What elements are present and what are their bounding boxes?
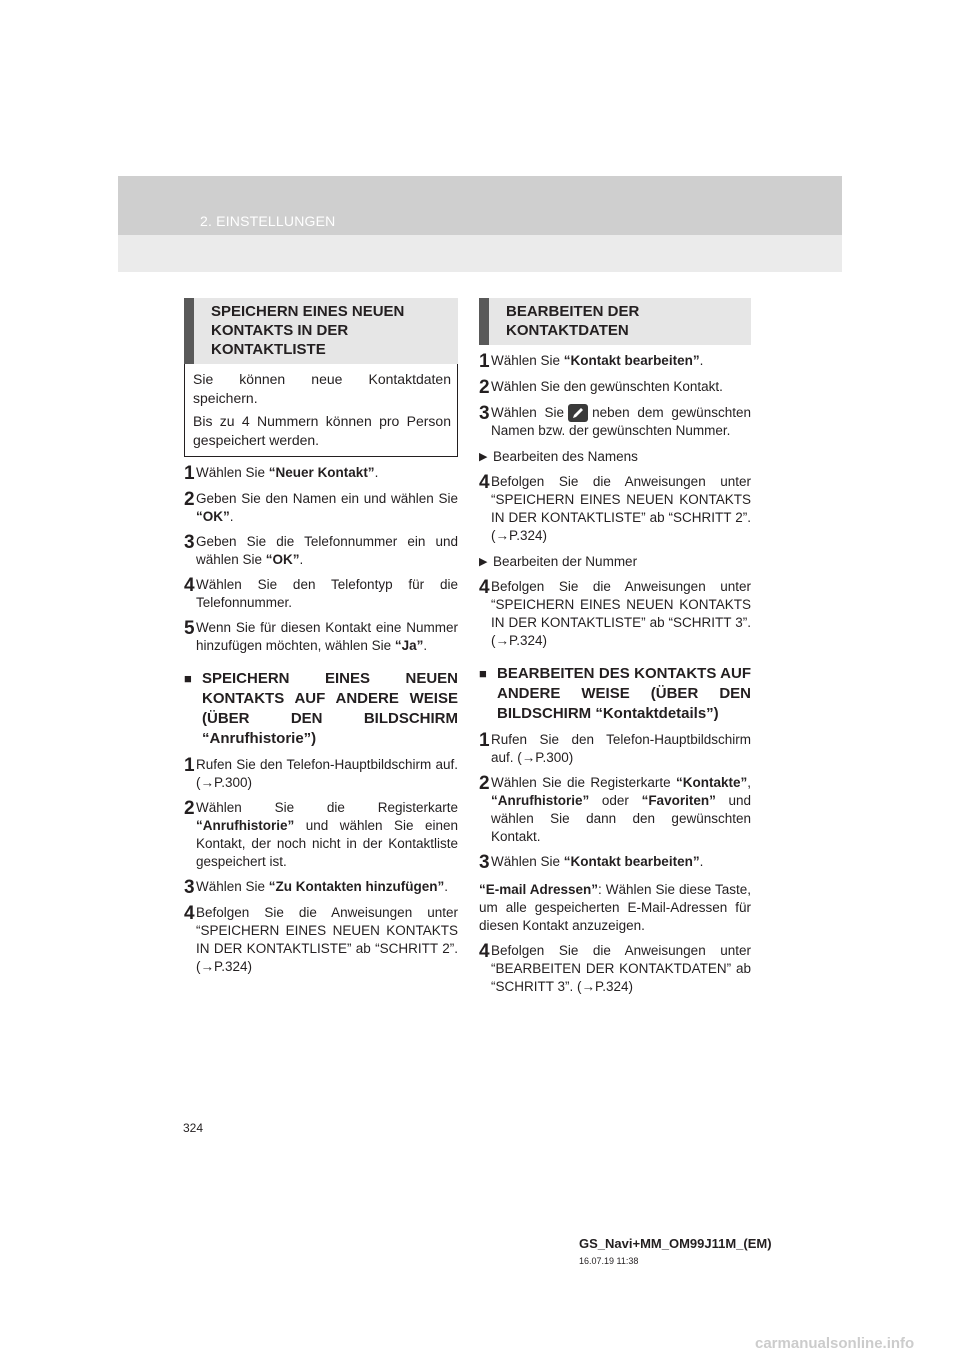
step-number: 3: [184, 532, 195, 553]
step: 4 Befolgen Sie die Anweisungen unter “SPEICHERN EINES NEUEN KONTAKTS IN DER KONTAKTLISTE” ab “SCHRITT 2”. (→P.324): [479, 472, 751, 544]
step: 1 Wählen Sie “Kontakt bearbeiten”.: [479, 351, 704, 372]
step-number: 2: [184, 489, 195, 510]
step: 1 Rufen Sie den Telefon-Hauptbildschirm auf. (→P.300): [479, 730, 751, 766]
document-code: GS_Navi+MM_OM99J11M_(EM): [579, 1236, 772, 1251]
page-number: 324: [183, 1121, 204, 1135]
intro-text: Sie können neue Kontaktdaten speichern.: [193, 371, 451, 406]
step-number: 4: [184, 575, 195, 596]
step: 4 Befolgen Sie die Anweisungen unter “SPEICHERN EINES NEUEN KONTAKTS IN DER KONTAKTLISTE” ab “SCHRITT 3”. (→P.324): [479, 577, 751, 649]
section-heading: BEARBEITEN DER KONTAKTDATEN: [479, 298, 751, 345]
step-number: 3: [479, 852, 490, 874]
print-date: 16.07.19 11:38: [579, 1256, 639, 1266]
step: 3 Wählen Sie “Zu Kontakten hinzufügen”.: [184, 877, 449, 898]
watermark: carmanualsonline.info: [755, 1335, 915, 1352]
step-number: 1: [479, 351, 490, 372]
step: 1 Rufen Sie den Telefon-Hauptbildschirm auf. (→P.300): [184, 755, 458, 790]
block-heading: ■ BEARBEITEN DES KONTAKTS AUF ANDERE WEISE (ÜBER DEN BILDSCHIRM “Kontaktdetails”): [479, 665, 751, 723]
step-number: 4: [479, 941, 490, 963]
square-bullet-icon: ■: [184, 671, 192, 686]
block-heading: ■ SPEICHERN EINES NEUEN KONTAKTS AUF ANDERE WEISE (ÜBER DEN BILDSCHIRM “Anrufhistorie”): [184, 670, 458, 747]
step: 2 Wählen Sie die Registerkarte “Kontakte”, “Anrufhistorie” oder “Favoriten” und wählen Sie dann den gewünschten Kontakt.: [479, 773, 751, 845]
square-bullet-icon: ■: [479, 666, 487, 682]
right-column: [479, 298, 751, 996]
step-number: 1: [184, 463, 195, 484]
pencil-icon: [568, 404, 588, 422]
step: 4 Befolgen Sie die Anweisungen unter “BEARBEITEN DER KONTAKTDATEN” ab “SCHRITT 3”. (→P.324): [479, 941, 751, 995]
triangle-bullet-icon: ▶: [479, 451, 488, 464]
step: 3 Geben Sie die Telefonnummer ein und wählen Sie “OK”.: [184, 532, 458, 567]
sub-heading: ▶ Bearbeiten der Nummer: [479, 554, 638, 570]
step: 4 Befolgen Sie die Anweisungen unter “SPEICHERN EINES NEUEN KONTAKTS IN DER KONTAKTLISTE” ab “SCHRITT 2”. (→P.324): [184, 903, 458, 974]
step-number: 5: [184, 618, 195, 639]
step: 3 Wählen Sie neben dem gewünschten Namen bzw. der gewünschten Nummer.: [479, 403, 751, 439]
sub-heading: ▶ Bearbeiten des Namens: [479, 449, 638, 465]
step: 3 Wählen Sie “Kontakt bearbeiten”.: [479, 852, 704, 874]
section-heading: SPEICHERN EINES NEUEN KONTAKTS IN DER KONTAKTLISTE: [184, 298, 458, 364]
intro-box: [184, 364, 458, 457]
step-number: 3: [184, 877, 195, 898]
step: 5 Wenn Sie für diesen Kontakt eine Nummer hinzufügen möchten, wählen Sie “Ja”.: [184, 618, 458, 653]
step: 2 Wählen Sie die Registerkarte “Anrufhistorie” und wählen Sie einen Kontakt, der noch nicht in der Kontaktliste gespeichert ist.: [184, 798, 458, 869]
step: 2 Wählen Sie den gewünschten Kontakt.: [479, 377, 723, 398]
step-number: 4: [184, 903, 195, 924]
triangle-bullet-icon: ▶: [479, 556, 488, 569]
step: 1 Wählen Sie “Neuer Kontakt”.: [184, 463, 379, 484]
step: 4 Wählen Sie den Telefontyp für die Telefonnummer.: [184, 575, 458, 610]
step-number: 4: [479, 472, 490, 494]
step-number: 2: [479, 377, 490, 398]
step-number: 1: [479, 730, 490, 752]
step-number: 2: [479, 773, 490, 795]
intro-text: Bis zu 4 Nummern können pro Person gespeichert werden.: [193, 413, 451, 448]
step-number: 4: [479, 577, 490, 599]
section-label: 2. EINSTELLUNGEN: [200, 213, 336, 229]
step-number: 1: [184, 755, 195, 776]
left-column: [184, 298, 458, 976]
email-note: “E-mail Adressen”: Wählen Sie diese Taste, um alle gespeicherten E-Mail-Adressen für diesen Kontakt anzuzeigen.: [479, 882, 751, 934]
step-number: 2: [184, 798, 195, 819]
step: 2 Geben Sie den Namen ein und wählen Sie “OK”.: [184, 489, 458, 524]
step-number: 3: [479, 403, 490, 424]
